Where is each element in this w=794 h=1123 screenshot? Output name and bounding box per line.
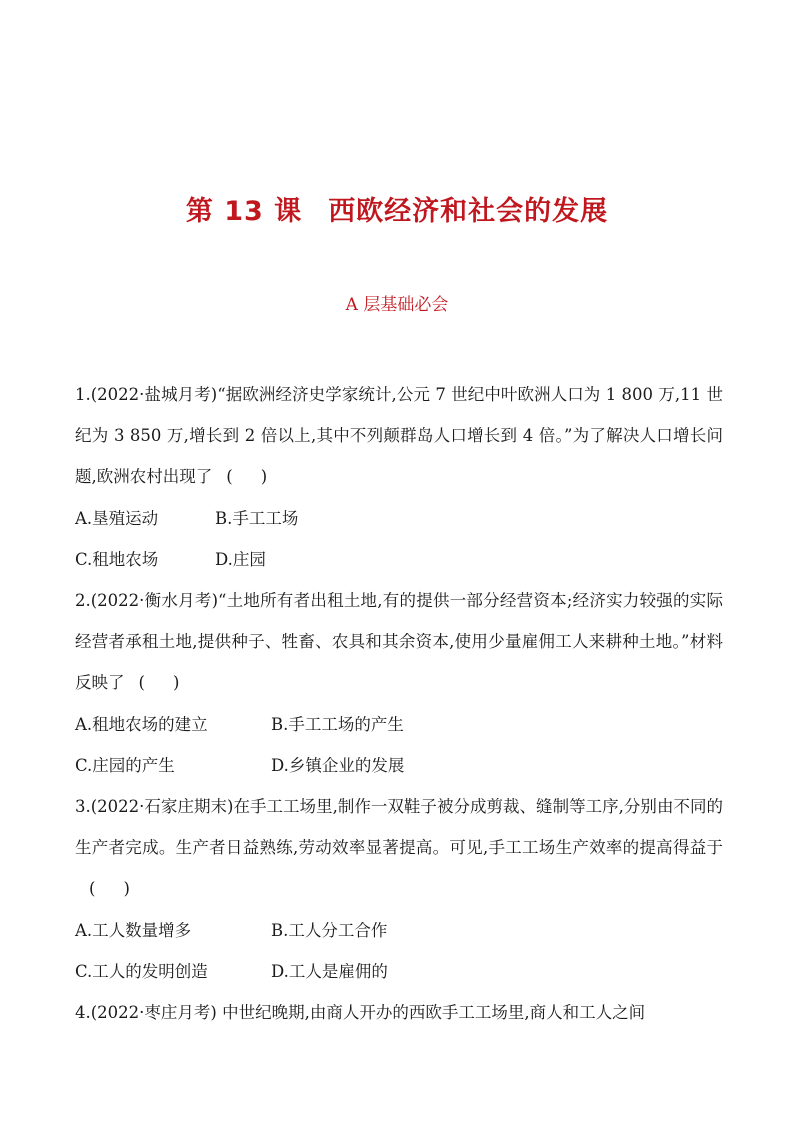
options-row [75,745,723,786]
question-text: 1.(2022·盐城月考)“据欧洲经济史学家统计,公元 7 世纪中叶欧洲人口为 1 800 万,11 世纪为 3 850 万,增长到 2 倍以上,其中不列颠群岛人口增长到 4 倍。”为了解决人口增长问题,欧洲农村出现了 [75,385,723,487]
answer-blank: ( ) [226,467,268,487]
question-stem [75,992,723,1033]
option-b: B.手工工场的产生 [271,714,404,734]
question-text: 3.(2022·石家庄期末)在手工工场里,制作一双鞋子被分成剪裁、缝制等工序,分别由不同的生产者完成。生产者日益熟练,劳动效率显著提高。可见,手工工场生产效率的提高得益于 [75,797,723,858]
options-row [75,539,723,580]
option-c: C.工人的发明创造 [75,961,208,981]
option-d: D.乡镇企业的发展 [271,755,405,775]
option-b: B.手工工场 [215,508,299,528]
question-item [75,580,723,786]
options-row [75,704,723,745]
option-b: B.工人分工合作 [271,920,388,940]
question-item [75,992,723,1033]
option-c: C.租地农场 [75,549,159,569]
option-d: D.庄园 [215,549,266,569]
options-row [75,951,723,992]
question-item [75,786,723,992]
options-row [75,910,723,951]
question-list [75,374,723,1033]
option-c: C.庄园的产生 [75,755,175,775]
question-text: 2.(2022·衡水月考)“土地所有者出租土地,有的提供一部分经营资本;经济实力较强的实际经营者承租土地,提供种子、牲畜、农具和其余资本,使用少量雇佣工人来耕种土地。”材料反映了 [75,591,723,693]
option-a: A.租地农场的建立 [75,714,208,734]
question-text: 4.(2022·枣庄月考) 中世纪晚期,由商人开办的西欧手工工场里,商人和工人之间 [75,1003,646,1023]
section-heading: A 层基础必会 [345,295,449,315]
question-stem [75,374,723,498]
options-row [75,498,723,539]
option-a: A.工人数量增多 [75,920,192,940]
question-stem [75,786,723,910]
lesson-number: 第 13 课 [185,196,303,227]
lesson-name: 西欧经济和社会的发展 [328,196,609,227]
page-title [0,194,794,230]
question-item [75,374,723,580]
answer-blank: ( ) [138,673,180,693]
answer-blank: ( ) [89,879,130,899]
option-a: A.垦殖运动 [75,508,159,528]
option-d: D.工人是雇佣的 [271,961,388,981]
question-stem [75,580,723,704]
